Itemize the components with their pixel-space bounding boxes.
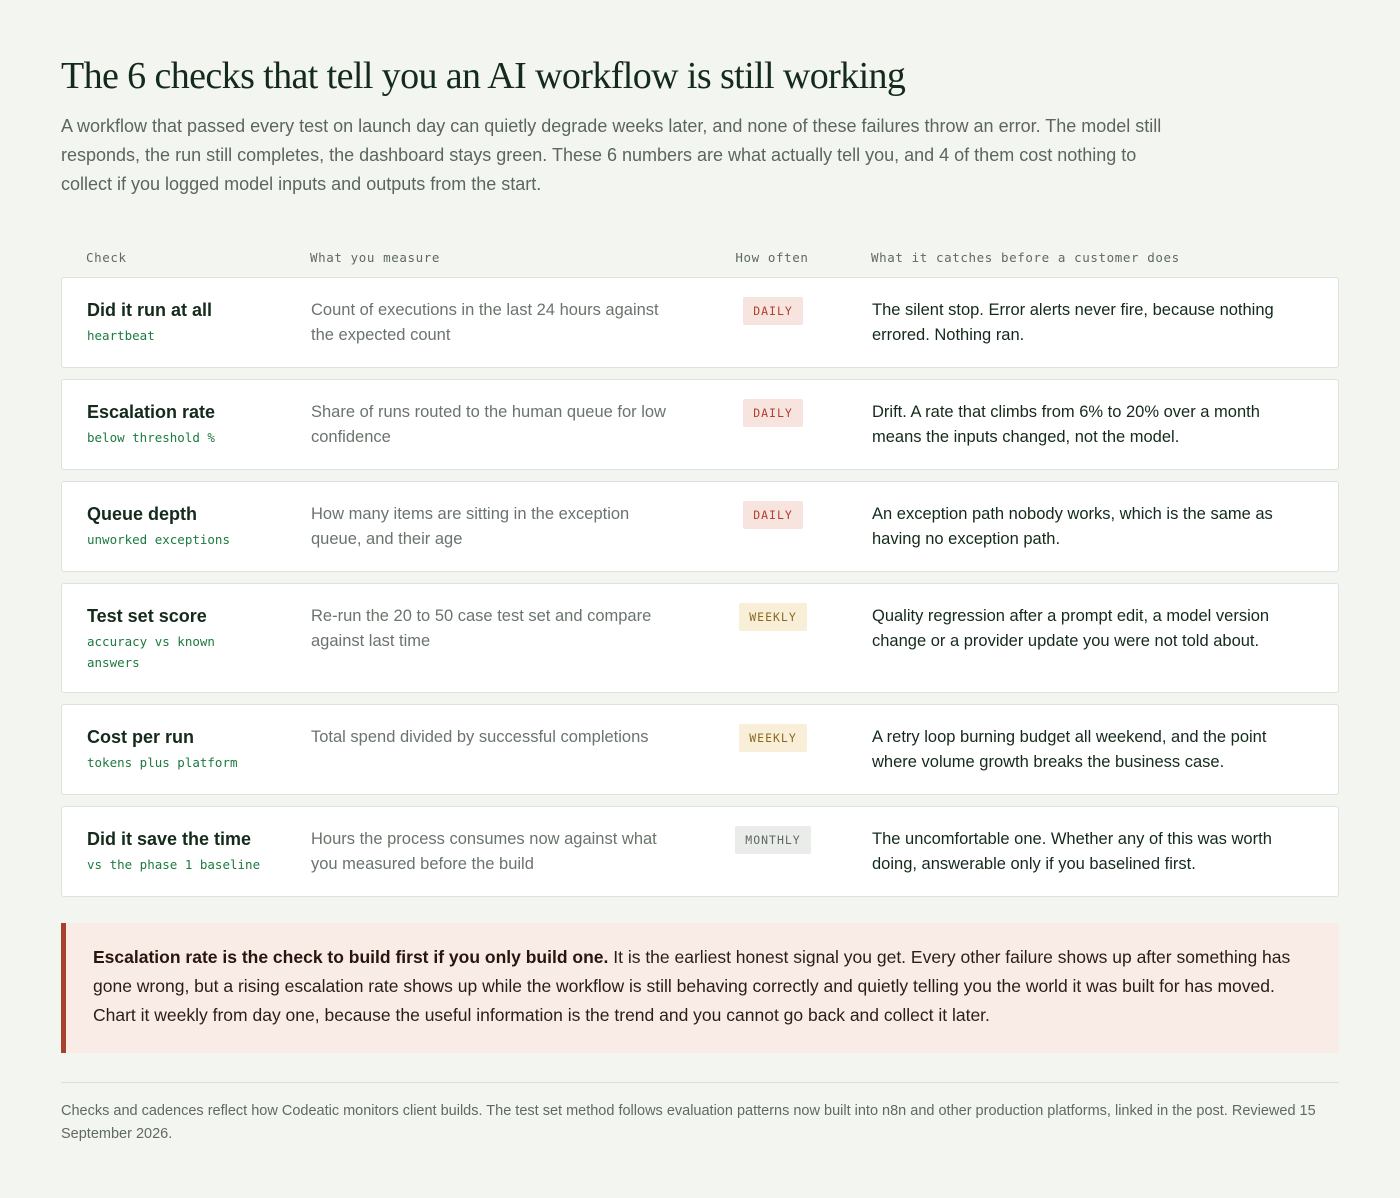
- check-cell: [87, 827, 311, 877]
- page-title: The 6 checks that tell you an AI workflow is still working: [61, 55, 906, 97]
- callout-lead: Escalation rate is the check to build first if you only build one.: [93, 946, 609, 967]
- catches-cell: The silent stop. Error alerts never fire, because nothing errored. Nothing ran.: [872, 300, 1274, 344]
- table-row: [61, 379, 1339, 470]
- intro-paragraph: A workflow that passed every test on launch day can quietly degrade weeks later, and none of these failures throw an error. The model still responds, the run still completes, the dashboard stays green. These 6 numbers are what actually tell you, and 4 of them cost nothing to collect if you logged model inputs and outputs from the start.: [61, 115, 1162, 194]
- cadence-cell: [711, 827, 835, 877]
- check-title: Test set score: [87, 605, 207, 626]
- header-how-often: How often: [735, 250, 809, 266]
- header-catches: What it catches before a customer does: [871, 250, 1180, 266]
- measure-cell: Hours the process consumes now against what you measured before the build: [311, 829, 657, 873]
- catches-cell: The uncomfortable one. Whether any of this was worth doing, answerable only if you baselined first.: [872, 829, 1272, 873]
- catches-cell: Quality regression after a prompt edit, a model version change or a provider update you were not told about.: [872, 606, 1270, 650]
- callout-box: [61, 923, 1339, 1053]
- cadence-cell: [711, 725, 835, 775]
- divider: [61, 1082, 1339, 1083]
- catches-cell: A retry loop burning budget all weekend, and the point where volume growth breaks the business case.: [872, 727, 1267, 771]
- table-header: [61, 239, 1339, 277]
- cadence-cell: [711, 400, 835, 450]
- check-title: Cost per run: [87, 726, 195, 747]
- check-title: Did it run at all: [87, 299, 213, 320]
- check-cell: [87, 725, 311, 775]
- check-subtitle: heartbeat: [87, 327, 155, 343]
- table-row: [61, 806, 1339, 897]
- table-row: [61, 277, 1339, 368]
- check-cell: [87, 298, 311, 348]
- table-row: [61, 583, 1339, 693]
- catches-cell: Drift. A rate that climbs from 6% to 20% over a month means the inputs changed, not the model.: [872, 402, 1260, 446]
- table-row: [61, 481, 1339, 572]
- check-subtitle: unworked exceptions: [87, 531, 230, 547]
- cadence-badge: WEEKLY: [739, 724, 807, 752]
- header-check: Check: [86, 250, 127, 266]
- measure-cell: Share of runs routed to the human queue for low confidence: [311, 402, 666, 446]
- check-subtitle: tokens plus platform: [87, 754, 238, 770]
- check-cell: [87, 604, 311, 673]
- callout-body: It is the earliest honest signal you get. Every other failure shows up after something has gone wrong, but a rising escalation rate shows up while the workflow is still behaving correctly and quietly telling you the world it was built for has moved. Chart it weekly from day one, because the useful information is the trend and you cannot go back and collect it later.: [93, 946, 1291, 1025]
- checks-table: [61, 277, 1339, 897]
- header-measure: What you measure: [310, 250, 441, 266]
- check-title: Did it save the time: [87, 828, 252, 849]
- cadence-badge: DAILY: [743, 399, 803, 427]
- cadence-badge: DAILY: [743, 501, 803, 529]
- cadence-badge: MONTHLY: [735, 826, 810, 854]
- cadence-badge: DAILY: [743, 297, 803, 325]
- check-title: Queue depth: [87, 503, 198, 524]
- check-title: Escalation rate: [87, 401, 216, 422]
- table-row: [61, 704, 1339, 795]
- footnote: Checks and cadences reflect how Codeatic monitors client builds. The test set method follows evaluation patterns now built into n8n and other production platforms, linked in the post. Reviewed 15 September 2026.: [61, 1102, 1316, 1142]
- cadence-cell: [711, 502, 835, 552]
- check-subtitle: accuracy vs known answers: [87, 633, 215, 670]
- measure-cell: How many items are sitting in the exception queue, and their age: [311, 504, 630, 548]
- cadence-badge: WEEKLY: [739, 603, 807, 631]
- catches-cell: An exception path nobody works, which is the same as having no exception path.: [872, 504, 1273, 548]
- measure-cell: Total spend divided by successful completions: [311, 727, 649, 746]
- check-cell: [87, 502, 311, 552]
- check-cell: [87, 400, 311, 450]
- measure-cell: Count of executions in the last 24 hours against the expected count: [311, 300, 659, 344]
- check-subtitle: below threshold %: [87, 429, 215, 445]
- check-subtitle: vs the phase 1 baseline: [87, 856, 261, 872]
- measure-cell: Re-run the 20 to 50 case test set and compare against last time: [311, 606, 652, 650]
- cadence-cell: [711, 298, 835, 348]
- cadence-cell: [711, 604, 835, 673]
